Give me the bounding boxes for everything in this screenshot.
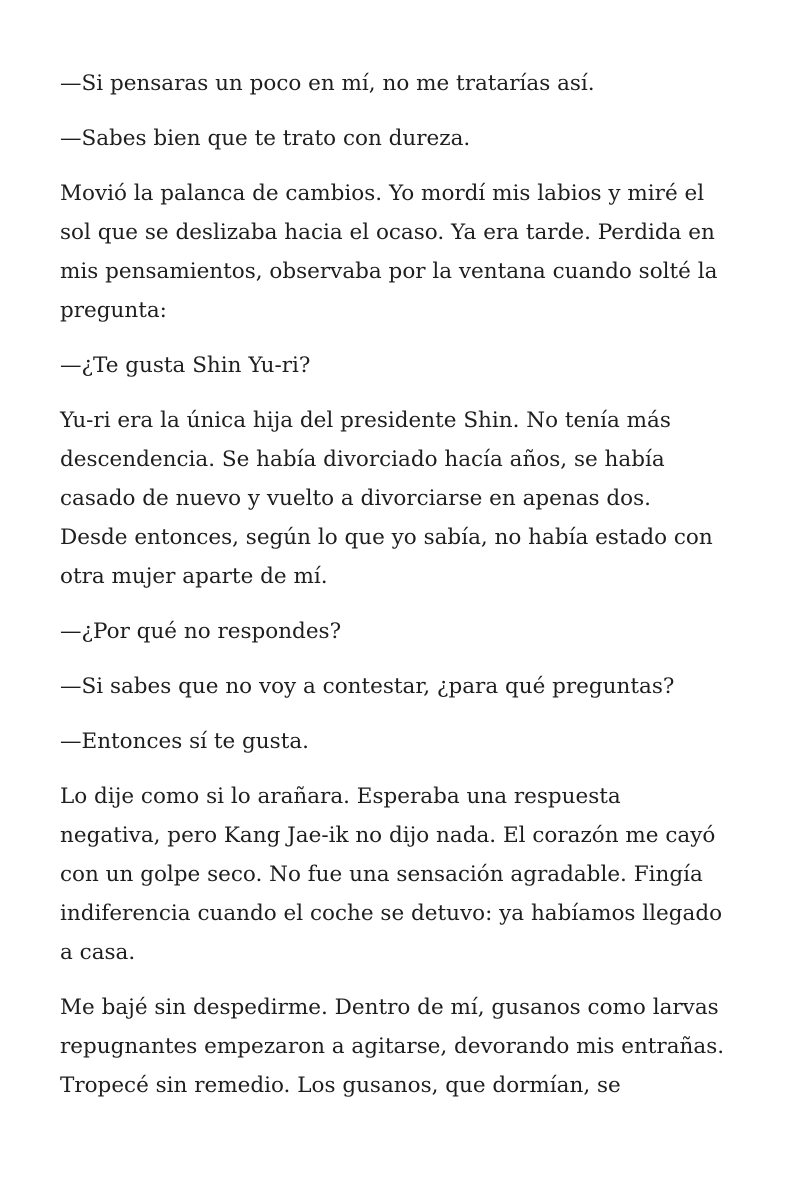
- paragraph: —Entonces sí te gusta.: [60, 729, 309, 754]
- paragraph: —Si sabes que no voy a contestar, ¿para qué preguntas?: [60, 674, 675, 699]
- paragraph: Lo dije como si lo arañara. Esperaba una respuesta negativa, pero Kang Jae-ik no dijo nada. El corazón me cayó con un golpe seco. No fue una sensación agradable. Fingía indiferencia cuando el coche se detuvo: ya habíamos llegado a casa.: [60, 784, 723, 965]
- paragraph: —Si pensaras un poco en mí, no me tratarías así.: [60, 71, 595, 96]
- paragraph: —Sabes bien que te trato con dureza.: [60, 126, 471, 151]
- paragraph: —¿Por qué no respondes?: [60, 619, 342, 644]
- paragraph: —¿Te gusta Shin Yu-ri?: [60, 353, 311, 378]
- paragraph: Yu-ri era la única hija del presidente Shin. No tenía más descendencia. Se había divorciado hacía años, se había casado de nuevo y vuelto a divorciarse en apenas dos. Desde entonces, según lo que yo sabía, no había estado con otra mujer aparte de mí.: [60, 408, 713, 589]
- document-page: [60, 64, 750, 1121]
- paragraph: Movió la palanca de cambios. Yo mordí mis labios y miré el sol que se deslizaba hacia el ocaso. Ya era tarde. Perdida en mis pensamientos, observaba por la ventana cuando solté la pregunta:: [60, 181, 718, 323]
- paragraph: Me bajé sin despedirme. Dentro de mí, gusanos como larvas repugnantes empezaron a agitarse, devorando mis entrañas. Tropecé sin remedio. Los gusanos, que dormían, se: [60, 995, 725, 1098]
